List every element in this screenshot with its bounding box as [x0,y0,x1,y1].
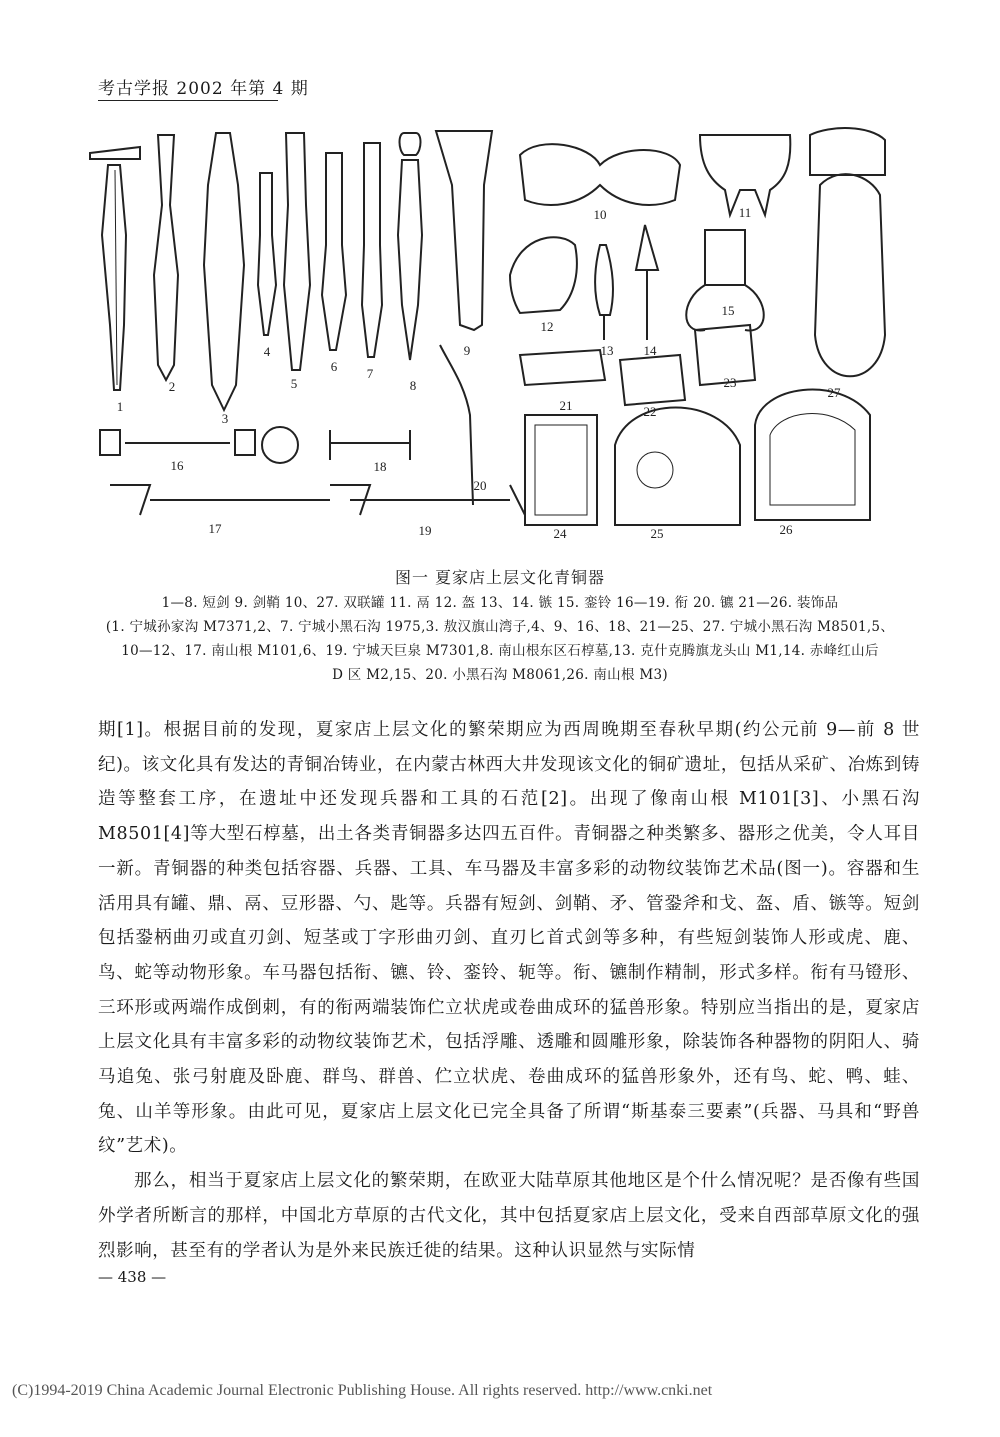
arrowhead-13-drawing [595,245,613,340]
figure-label-6: 6 [330,359,338,374]
figure-caption-title: 图一 夏家店上层文化青铜器 [394,568,606,587]
figure-label-21: 21 [559,398,573,413]
cheekpiece-20-drawing [440,345,473,505]
double-jar-10-drawing [520,144,680,205]
dagger-2-drawing [154,135,178,380]
copyright-footer: (C)1994-2019 China Academic Journal Electronic Publishing House. All rights reserved. http://www.cnki.net [12,1382,713,1399]
figure-label-9: 9 [463,343,471,358]
scabbard-9-drawing [436,131,492,330]
helmet-12-drawing [510,237,577,313]
ornament-22-drawing [620,355,685,405]
ornament-21-drawing [520,350,605,385]
figure-label-8: 8 [409,378,417,393]
figure-label-5: 5 [290,376,298,391]
figure-label-24: 24 [553,526,567,541]
figure-label-7: 7 [366,366,374,381]
bit-19-drawing [350,485,525,515]
figure-label-4: 4 [263,344,271,359]
figure-label-15: 15 [721,303,735,318]
plaque-24-drawing [525,415,597,525]
figure-caption-line-4: D 区 M2,15、20. 小黑石沟 M8061,26. 南山根 M3) [332,667,668,683]
dagger-5-drawing [284,133,310,370]
header-rule [98,100,278,101]
figure-label-25: 25 [650,526,664,541]
bit-18-drawing [330,430,410,460]
loop-26-drawing [755,390,870,520]
dagger-8-drawing [398,133,422,360]
figure-label-19: 19 [418,523,432,538]
figure-label-17: 17 [208,521,222,536]
figure-label-10: 10 [593,207,607,222]
figure-caption-line-2: (1. 宁城孙家沟 M7371,2、7. 宁城小黑石沟 1975,3. 敖汉旗山湾子,4、9、16、18、21—25、27. 宁城小黑石沟 M8501,5、 [105,619,895,635]
figure-label-2: 2 [168,379,176,394]
figure-caption-line-1: 1—8. 短剑 9. 剑鞘 10、27. 双联罐 11. 鬲 12. 盔 13、14. 镞 15. 銮铃 16—19. 衔 20. 镳 21—26. 装饰品 [161,595,839,611]
figure-label-22: 22 [643,404,657,419]
body-paragraph-1: 期[1]。根据目前的发现，夏家店上层文化的繁荣期应为西周晚期至春秋早期(约公元前 9—前 8 世纪)。该文化具有发达的青铜冶铸业，在内蒙古林西大井发现该文化的铜矿遗址，包括从采矿、冶炼到铸造等整套工序，在遗址中还发现兵器和工具的石范[2]。出现了像南山根 M101[3]、小黑石沟 M8501[4]等大型石椁墓，出土各类青铜器多达四五百件。青铜器之种类繁多、器形之优美，令人耳目一新。青铜器的种类包括容器、兵器、工具、车马器及丰富多彩的动物纹装饰艺术品(图一)。容器和生活用具有罐、鼎、鬲、豆形器、勺、匙等。兵器有短剑、剑鞘、矛、管銎斧和戈、盔、盾、镞等。短剑包括銎柄曲刃或直刃剑、短茎或丁字形曲刃剑、直刃匕首式剑等多种，有些短剑装饰人形或虎、鹿、鸟、蛇等动物形象。车马器包括衔、镳、铃、銮铃、轭等。衔、镳制作精制，形式多样。衔有马镫形、三环形或两端作成倒刺，有的衔两端装饰伫立状虎或卷曲成环的猛兽形象。特别应当指出的是，夏家店上层文化具有丰富多彩的动物纹装饰艺术，包括浮雕、透雕和圆雕形象，除装饰各种器物的阴阳人、骑马追兔、张弓射鹿及卧鹿、群鸟、群兽、伫立状虎、卷曲成环的猛兽形象外，还有鸟、蛇、鸭、蛙、兔、山羊等形象。由此可见，夏家店上层文化已完全具备了所谓“斯基泰三要素”(兵器、马具和“野兽纹”艺术)。 [98,720,920,1157]
dagger-3-drawing [204,133,244,410]
figure-label-16: 16 [170,458,184,473]
figure-label-18: 18 [373,459,387,474]
page-number: — 438 — [98,1268,167,1286]
dagger-7-drawing [362,143,382,357]
figure-label-1: 1 [116,399,124,414]
figure-label-11: 11 [738,205,752,220]
bit-17-drawing [110,485,370,515]
figure-label-13: 13 [600,343,614,358]
figure-label-20: 20 [473,478,487,493]
bit-16-drawing [100,430,255,455]
figure-label-27: 27 [827,385,841,400]
figure-label-23: 23 [723,375,737,390]
double-jar-27-drawing [815,174,885,376]
dagger-6-drawing [322,153,346,350]
figure-label-3: 3 [221,411,229,426]
disc-25-drawing [615,408,740,526]
li-tripod-11-drawing [700,135,790,215]
body-paragraph-2: 那么，相当于夏家店上层文化的繁荣期，在欧亚大陆草原其他地区是个什么情况呢？是否像有些国外学者所断言的那样，中国北方草原的古代文化，其中包括夏家店上层文化，受来自西部草原文化的强烈影响，甚至有的学者认为是外来民族迁徙的结果。这种认识显然与实际情 [98,1171,920,1261]
bronze-artifacts-figure [80,125,930,550]
article-body [98,713,920,1268]
figure-caption-line-3: 10—12、17. 南山根 M101,6、19. 宁城天巨泉 M7301,8. 南山根东区石椁墓,13. 克什克腾旗龙头山 M1,14. 赤峰红山后 [121,643,879,659]
figure-label-26: 26 [779,522,793,537]
journal-header: 考古学报 2002 年第 4 期 [98,79,309,99]
figure-label-14: 14 [643,343,657,358]
figure-label-12: 12 [540,319,554,334]
dagger-4-drawing [258,173,276,335]
arrowhead-14-drawing [636,225,658,340]
